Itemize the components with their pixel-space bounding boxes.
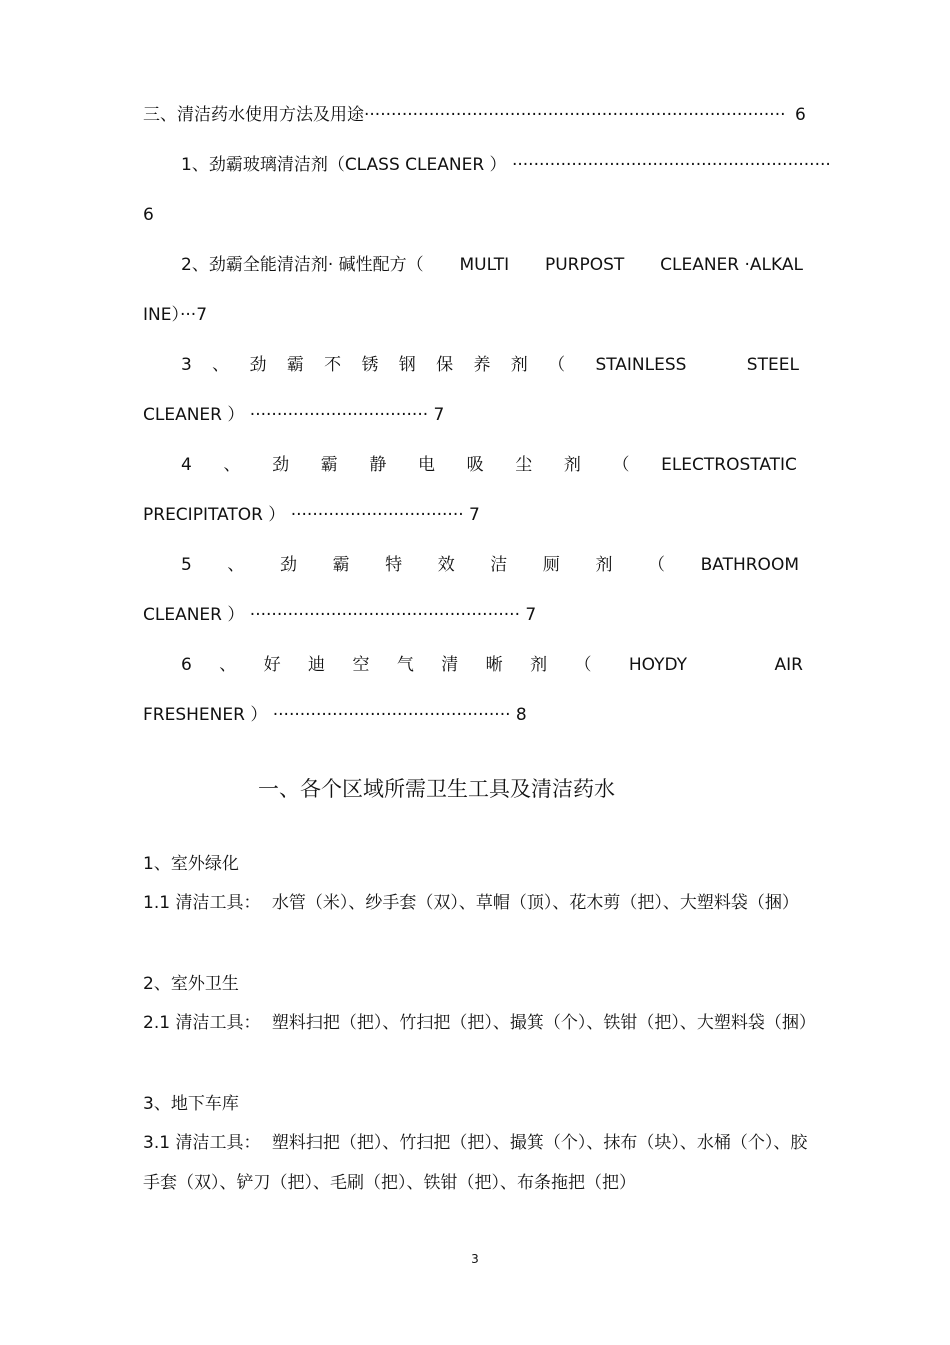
- toc-item5-part: 洁: [490, 555, 508, 575]
- toc-item5-part: 厕: [542, 555, 560, 575]
- toc-item3-part: （: [548, 355, 566, 375]
- toc-item3-part: 保: [436, 355, 454, 375]
- toc-item4-part: 静: [369, 455, 387, 475]
- toc-item4-page: 7: [469, 505, 480, 525]
- toc-item2-page: 7: [196, 305, 208, 325]
- toc-item2-part: CLEANER ·ALKAL: [660, 255, 803, 275]
- toc-item6-part: 、: [219, 655, 237, 675]
- toc-item3-part: STAINLESS: [595, 355, 687, 375]
- toc-item5-part: 5: [181, 555, 192, 575]
- section-3-tools-label: 3.1 清洁工具：: [143, 1133, 261, 1153]
- toc-item6-part: 迪: [308, 655, 326, 675]
- toc-item1-label: 1、劲霸玻璃清洁剂（CLASS CLEANER ）: [181, 155, 507, 175]
- toc-item2-part: MULTI: [459, 255, 510, 275]
- section-1-tools: [143, 891, 799, 915]
- toc-item2-dots: ···: [179, 305, 197, 325]
- section-3-title: 3、地下车库: [143, 1094, 239, 1114]
- toc-item3-part: 锈: [361, 355, 379, 375]
- toc-item3-part: 霸: [286, 355, 304, 375]
- toc-item3-line2: [143, 403, 444, 427]
- toc-item4-part: 劲: [272, 455, 290, 475]
- toc-item2-label-end: INE）: [143, 305, 180, 325]
- toc-item5-part: （: [648, 555, 666, 575]
- toc-item4-label-end: PRECIPITATOR ）: [143, 505, 286, 525]
- toc-item3-page: 7: [433, 405, 445, 425]
- section-2-tools-list: 塑料扫把（把）、竹扫把（把）、撮箕（个）、铁钳（把）、大塑料袋（捆）: [271, 1013, 816, 1033]
- toc-item1-page: 6: [143, 205, 154, 225]
- toc-item3-part: 3: [181, 355, 192, 375]
- toc-item5-part: 劲: [279, 555, 297, 575]
- toc-item5-part: 、: [227, 555, 245, 575]
- section-2-tools: [143, 1011, 816, 1035]
- section-3-tools-cont: 手套（双）、铲刀（把）、毛刷（把）、铁钳（把）、布条拖把（把）: [143, 1173, 636, 1193]
- toc-item3-label-end: CLEANER ）: [143, 405, 245, 425]
- toc-item4-part: 、: [223, 455, 241, 475]
- toc-item6-part: （: [574, 655, 592, 675]
- toc-item5-line2: [143, 603, 536, 627]
- toc-item2-line2: [143, 303, 207, 327]
- toc-item4-part: 吸: [466, 455, 484, 475]
- toc-item6-part: 晰: [485, 655, 503, 675]
- toc-item4-line2: [143, 503, 480, 527]
- toc-item4-part: 霸: [320, 455, 338, 475]
- toc-item3-part: 劲: [249, 355, 267, 375]
- toc-sec3-line: [143, 103, 786, 127]
- toc-item4-part: （: [612, 455, 630, 475]
- toc-item5-part: 霸: [332, 555, 350, 575]
- section-2-tools-label: 2.1 清洁工具：: [143, 1013, 261, 1033]
- toc-item4-part: ELECTROSTATIC: [661, 455, 797, 475]
- toc-item3-dots: ·································: [249, 405, 429, 425]
- section-heading: 一、各个区域所需卫生工具及清洁药水: [258, 777, 615, 801]
- toc-item5-label-end: CLEANER ）: [143, 605, 245, 625]
- toc-item2-line1: [181, 253, 803, 277]
- toc-item3-part: 、: [212, 355, 230, 375]
- toc-item6-part: 空: [352, 655, 370, 675]
- toc-item4-part: 尘: [515, 455, 533, 475]
- toc-item6-page: 8: [515, 705, 527, 725]
- toc-item6-part: 清: [441, 655, 459, 675]
- toc-sec3-page: 6: [795, 105, 806, 125]
- toc-item1-line: [181, 153, 831, 177]
- toc-item2-part: 2、劲霸全能清洁剂· 碱性配方（: [181, 255, 424, 275]
- toc-item5-part: BATHROOM: [700, 555, 799, 575]
- toc-item5-part: 效: [437, 555, 455, 575]
- toc-item4-part: 4: [181, 455, 192, 475]
- toc-item6-part: 剂: [530, 655, 548, 675]
- toc-item4-part: 电: [417, 455, 435, 475]
- toc-item3-line1: [181, 353, 799, 377]
- section-1-tools-list: 水管（米）、纱手套（双）、草帽（顶）、花木剪（把）、大塑料袋（捆）: [271, 893, 799, 913]
- toc-item5-part: 剂: [595, 555, 613, 575]
- toc-item5-dots: ··················································: [249, 605, 520, 625]
- toc-item2-part: PURPOST: [544, 255, 625, 275]
- toc-item6-part: AIR: [774, 655, 803, 675]
- section-3-tools: [143, 1131, 807, 1155]
- section-3-tools-list: 塑料扫把（把）、竹扫把（把）、撮箕（个）、抹布（块）、水桶（个）、胶: [271, 1133, 808, 1153]
- toc-item6-part: 好: [263, 655, 281, 675]
- toc-item1-dots: ···························································: [511, 155, 831, 175]
- toc-item4-line1: [181, 453, 797, 477]
- toc-sec3-dots: ··············································································: [364, 105, 786, 125]
- toc-sec3-label: 三、清洁药水使用方法及用途: [143, 105, 364, 125]
- toc-item6-part: 气: [396, 655, 414, 675]
- toc-item6-line1: [181, 653, 803, 677]
- toc-item5-part: 特: [385, 555, 403, 575]
- toc-item3-part: 养: [473, 355, 491, 375]
- page-number: 3: [471, 1252, 479, 1266]
- toc-item3-part: 不: [324, 355, 342, 375]
- toc-item6-part: HOYDY: [628, 655, 688, 675]
- section-1-tools-label: 1.1 清洁工具：: [143, 893, 261, 913]
- toc-item5-page: 7: [525, 605, 537, 625]
- toc-item3-part: 剂: [510, 355, 528, 375]
- section-1-title: 1、室外绿化: [143, 854, 239, 874]
- section-2-title: 2、室外卫生: [143, 974, 239, 994]
- toc-item3-part: 钢: [398, 355, 416, 375]
- toc-item4-dots: ································: [290, 505, 464, 525]
- toc-item6-part: 6: [181, 655, 192, 675]
- toc-item4-part: 剂: [563, 455, 581, 475]
- toc-item6-line2: [143, 703, 527, 727]
- toc-item3-part: STEEL: [746, 355, 799, 375]
- toc-item6-dots: ············································: [272, 705, 511, 725]
- toc-item6-label-end: FRESHENER ）: [143, 705, 268, 725]
- toc-item5-line1: [181, 553, 799, 577]
